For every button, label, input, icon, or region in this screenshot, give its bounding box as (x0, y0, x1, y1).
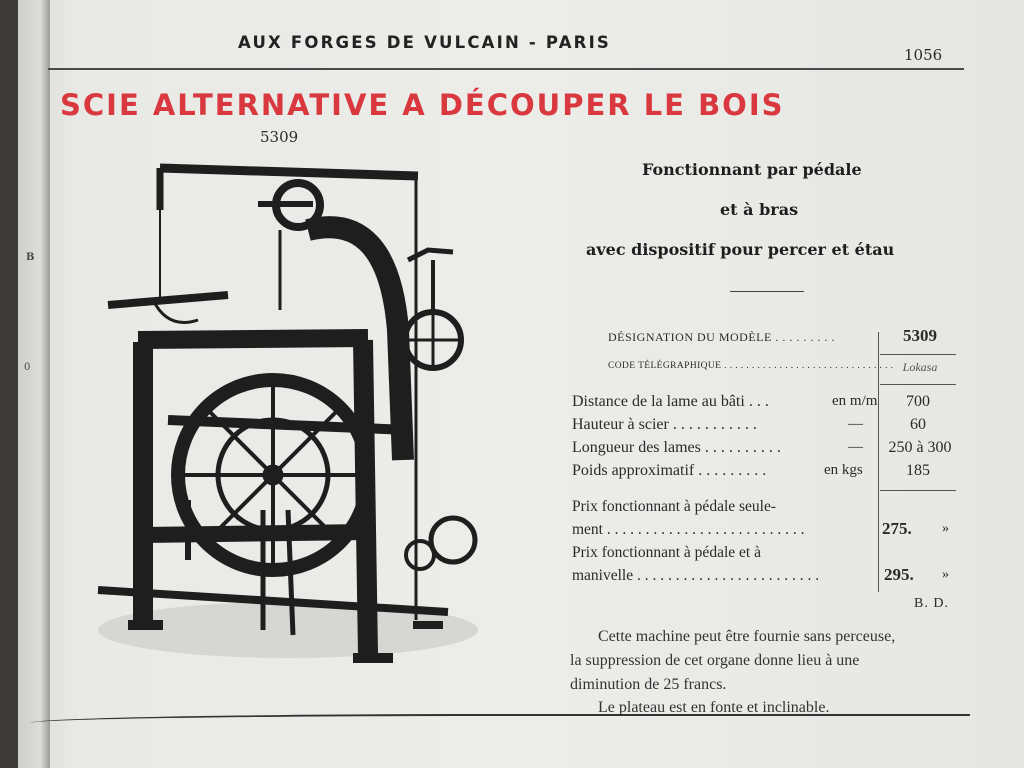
spec-value: 700 (906, 393, 930, 410)
dot-leader: . . . . . . . . . (694, 462, 767, 479)
header-rule (48, 68, 964, 70)
note-line: la suppression de cet organe donne lieu à une (570, 652, 860, 669)
price-1-line-1: Prix fonctionnant à pédale seule- (572, 498, 777, 515)
table-column-rule (878, 332, 879, 592)
price-2-quote: » (942, 567, 949, 582)
feature-line: Fonctionnant par pédale (642, 160, 862, 179)
dot-leader: . . . . . . . . . . . . . . . . . . . . . . . . . . (603, 521, 805, 538)
section-divider (730, 291, 804, 292)
spec-value: 250 à 300 (888, 439, 952, 456)
spec-label: Hauteur à scier (572, 416, 669, 433)
price-1-line-2 (572, 521, 805, 539)
designation-label-text: DÉSIGNATION DU MODÈLE (608, 330, 772, 344)
price-2-line-2-text: manivelle (572, 567, 634, 584)
price-1-line-2-text: ment (572, 521, 603, 538)
spec-value: 60 (910, 416, 926, 433)
table-rule (880, 384, 956, 385)
note-line: Cette machine peut être fournie sans perceuse, (598, 628, 896, 645)
bottom-rule (30, 714, 970, 744)
price-1-value: 275. (882, 519, 912, 538)
code-label (608, 361, 893, 371)
code-value: Lokasa (902, 360, 938, 374)
feature-line: et à bras (720, 200, 799, 219)
dot-leader: . . . . . . . . . (771, 330, 835, 344)
spec-row (572, 416, 757, 434)
spec-label: Longueur des lames (572, 439, 701, 456)
dot-leader: . . . . . . . . . . (700, 439, 781, 456)
model-number: 5309 (260, 128, 299, 146)
spec-label: Poids approximatif (572, 462, 695, 479)
spec-unit: — (848, 439, 863, 455)
left-page-fragment: 0 (24, 362, 31, 373)
table-rule (880, 354, 956, 355)
page-title: SCIE ALTERNATIVE A DÉCOUPER LE BOIS (60, 88, 785, 122)
left-page-fragment: B (26, 252, 35, 263)
designation-label (608, 330, 835, 345)
note-line: Le plateau est en fonte et inclinable. (598, 699, 830, 716)
table-rule (880, 490, 956, 491)
price-1-quote: » (942, 521, 949, 536)
dot-leader: . . . . . . . . . . . (668, 416, 757, 433)
note-line: diminution de 25 francs. (570, 676, 727, 693)
code-label-text: CODE TÉLÉGRAPHIQUE (608, 361, 722, 371)
signature: B. D. (914, 596, 949, 611)
page-number: 1056 (904, 46, 943, 64)
catalog-page (18, 0, 1024, 768)
spec-unit: — (848, 416, 863, 432)
spec-row (572, 393, 769, 411)
dot-leader: . . . (744, 393, 769, 410)
feature-line: avec dispositif pour percer et étau (586, 240, 895, 259)
spec-row (572, 439, 781, 457)
price-2-value: 295. (884, 565, 914, 584)
company-header: AUX FORGES DE VULCAIN - PARIS (238, 33, 612, 52)
dot-leader: . . . . . . . . . . . . . . . . . . . . . . . . (633, 567, 820, 584)
adjacent-page-edge (18, 0, 50, 768)
spec-label: Distance de la lame au bâti (572, 393, 745, 410)
spec-row (572, 462, 766, 480)
dot-leader: . . . . . . . . . . . . . . . . . . . . . . . . . . . . . . . (721, 361, 894, 371)
scroll-saw-illustration (68, 160, 488, 670)
price-2-line-2 (572, 567, 819, 585)
spec-unit: en m/m (832, 393, 878, 409)
designation-value: 5309 (903, 326, 937, 345)
spec-unit: en kgs (824, 462, 863, 478)
price-2-line-1: Prix fonctionnant à pédale et à (572, 544, 761, 561)
spec-value: 185 (906, 462, 930, 479)
